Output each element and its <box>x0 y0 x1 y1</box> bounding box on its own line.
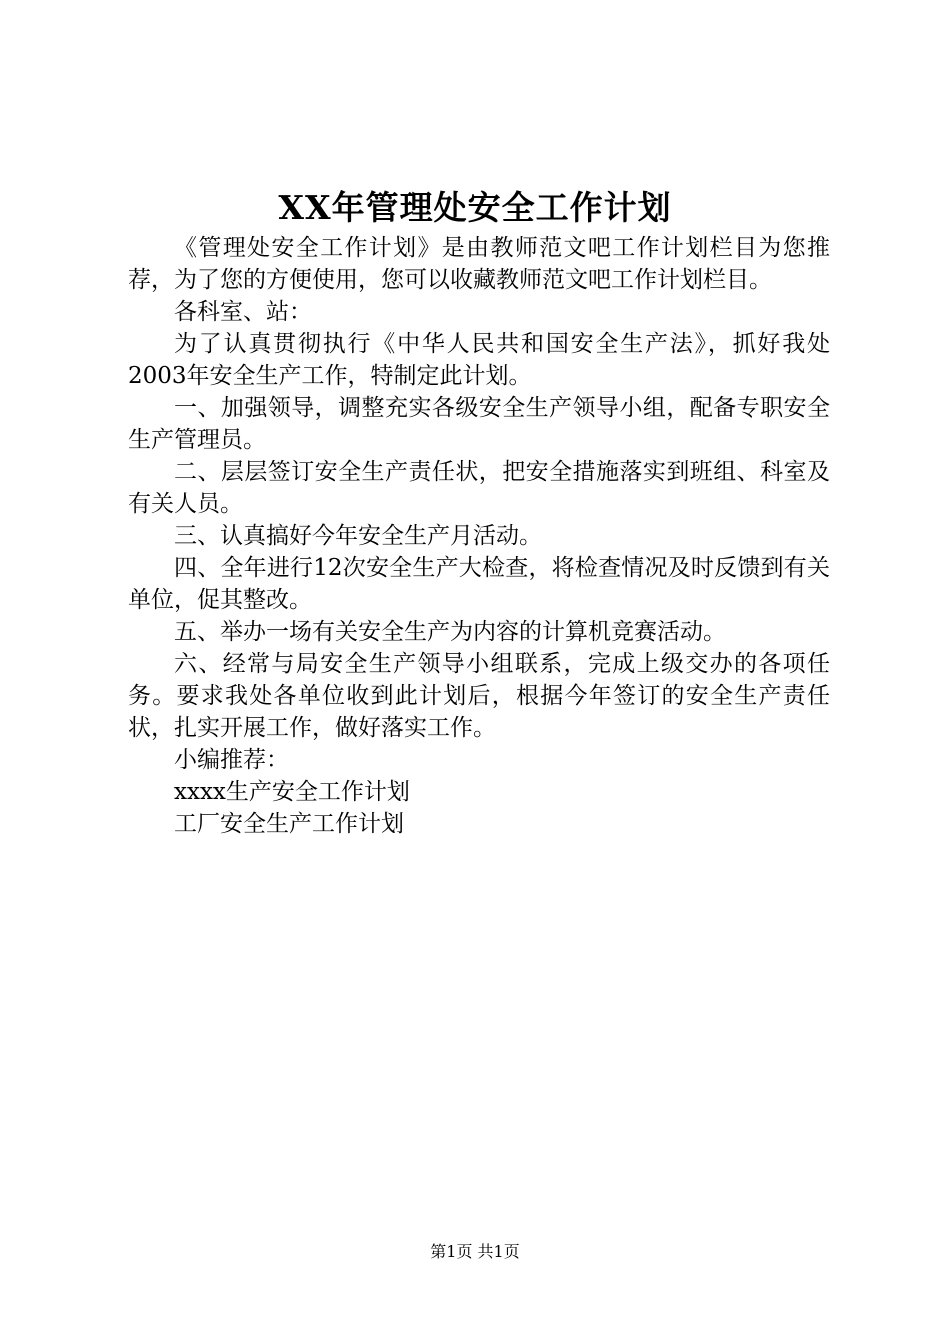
item-5-paragraph: 五、举办一场有关安全生产为内容的计算机竞赛活动。 <box>174 619 726 645</box>
purpose-paragraph: 为了认真贯彻执行《中华人民共和国安全生产法》，抓好我处2003年安全生产工作，特制定此计划。 <box>128 331 830 389</box>
salutation: 各科室、站： <box>174 299 312 325</box>
document-title: XX年管理处安全工作计划 <box>278 188 672 227</box>
item-6-paragraph: 六、经常与局安全生产领导小组联系，完成上级交办的各项任务。要求我处各单位收到此计划后，根据今年签订的安全生产责任状，扎实开展工作，做好落实工作。 <box>128 651 830 741</box>
item-1-paragraph: 一、加强领导，调整充实各级安全生产领导小组，配备专职安全生产管理员。 <box>128 395 830 453</box>
recommend-link-1: xxxx生产安全工作计划 <box>174 779 410 805</box>
item-2-paragraph: 二、层层签订安全生产责任状，把安全措施落实到班组、科室及有关人员。 <box>128 459 830 517</box>
recommend-heading: 小编推荐： <box>174 747 289 773</box>
item-3-paragraph: 三、认真搞好今年安全生产月活动。 <box>174 523 542 549</box>
item-4-paragraph: 四、全年进行12次安全生产大检查，将检查情况及时反馈到有关单位，促其整改。 <box>128 555 830 613</box>
page-footer: 第1页 共1页 <box>430 1242 520 1261</box>
recommend-link-2: 工厂安全生产工作计划 <box>174 811 404 837</box>
intro-paragraph: 《管理处安全工作计划》是由教师范文吧工作计划栏目为您推荐，为了您的方便使用，您可以收藏教师范文吧工作计划栏目。 <box>128 235 830 293</box>
document-body <box>128 232 830 840</box>
